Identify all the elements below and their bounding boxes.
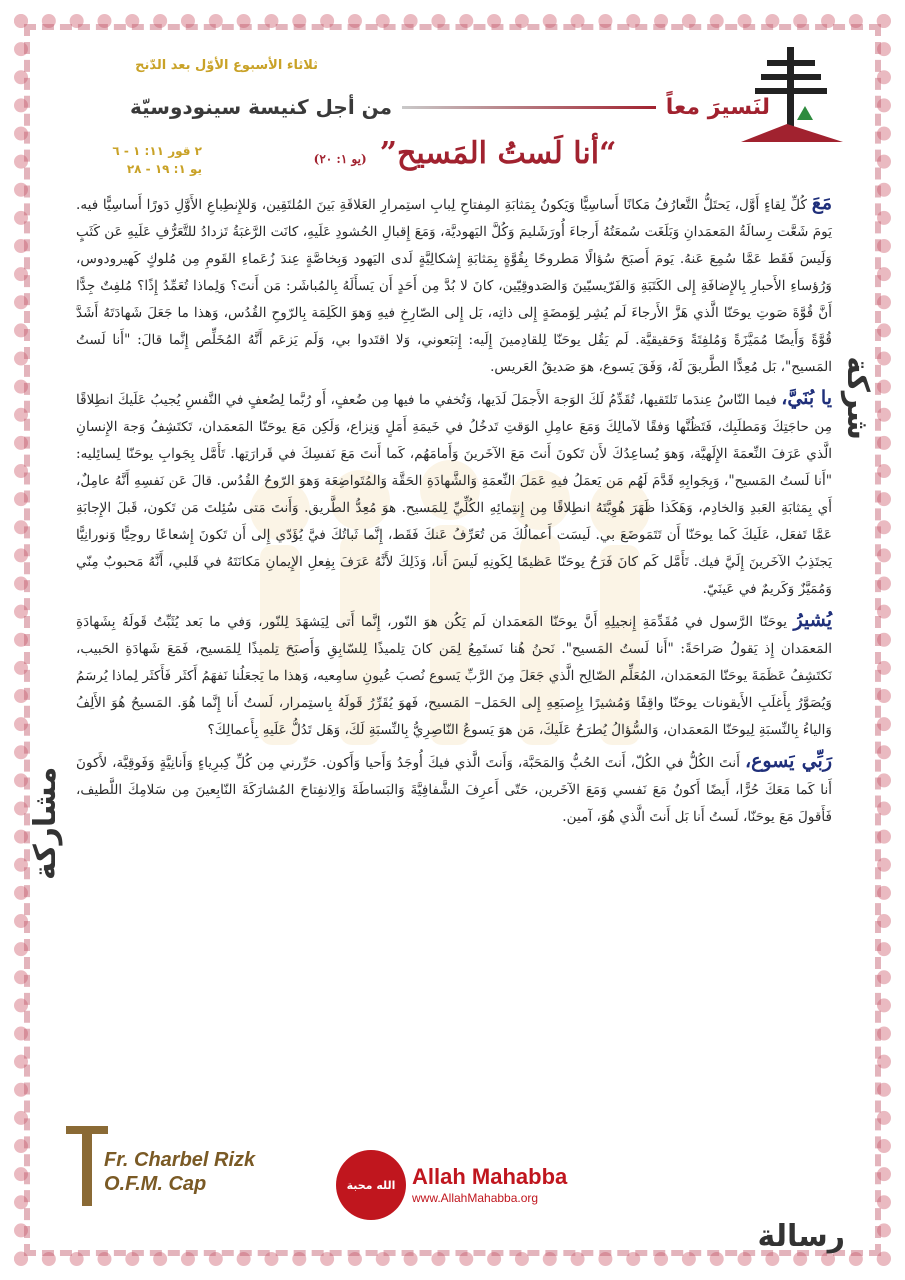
organization-name: Allah Mahabba: [412, 1164, 568, 1189]
header-divider: [402, 106, 656, 109]
reference-john: يو ١: ١٩ - ٢٨: [126, 162, 202, 176]
paragraph: [76, 385, 832, 603]
paragraph-text: فيما النّاسُ عِندَما تَلتَقيها، تُقَدِّمُ لَكَ الوَجهَ الأَجمَلَ لَدَيها، وَتُخفي ما فيها مِن ضُعفٍ، أَو رُبَّما لِضُعفٍ في النَّفسِ يُجيبُ عَلَيكَ انطِلاقًا مِن حاجَتِكَ وَمَطلَبِك، فَتَظُنَّها وَفقًا لآمالِكَ وَمَعَ عامِلِ الوَقتِ تَدخُلُ في خَيمَةِ أَمَلٍ وَنِزاع، وَلَكِن مَعَ يوحَنّا المَعمَدان، تَكتَشِفُ وَجهَ الإِنسانِ الَّذي عَرَفَ النِّعمَةَ الإِلَهيَّة، وَهوَ يُساعِدُكَ لأَن تَكونَ أَنتَ مَعَ الآخَرينَ وَأَمامَهُم، كَما أَنتَ مَعَ نَفسِكَ في قَرارَتِها. تَأَمَّل بِجَوابِ يوحَنّا لِسائِليه: "أَنا لَستُ المَسيح"، وَبِجَوابِهِ قَدَّمَ لَهُم مَن يَعمَلُ فيهِ عَمَلَ النِّعمَةِ وَالشَّهادَةِ الحَقَّة وَالمُتَواضِعَة وَهوَ الرّوحُ القُدُس. قالَ عَن نَفسِهِ أَنَّهُ عامِلٌ، أَي بِمَثابَةِ العَبدِ وَالخادِم، وَهَكَذا ظَهَرَ هُوِيَّتَهُ انطِلاقًا مِن إِنتِمائِهِ الكُلِّيِّ لِلمَسيح. هوَ مُعِدُّ الطَّريق. وَأَنتَ مَتى سُئِلتَ مَن تَكون، قَبلَ الإِجابَةِ عَمَّا تَفعَل، عَلَيكَ كَما يوحَنّا أَن تَتَمَوضَعَ بي. لَيسَت أَعمالُكَ مَن تُعَرِّفُ عَنكَ فَقَط، إِنَّما ثَباتُكَ فيَّ يُؤَدّي إِلى أَن تَكونَ إِشعاعًا روحِيًّا وَنورانِيًّا يَجتَذِبُ الآخَرينَ إِلَيَّ فيك. تَأَمَّل كَم كانَ فَرَحُ يوحَنّا عَظيمًا لِكَونِهِ لَيسَ أَنا، وَذَلِكَ لأَنَّهُ عَرَفَ بِفِعلِ الإِيمانِ مَكانَتَهُ في قَلبي، أَنَّهُ مَحبوبٌ مِنّي وَمُمَيَّزٌ وَكَريمٌ في عَينَيّ.: [76, 392, 832, 597]
paragraph: [76, 190, 832, 381]
author-name: Fr. Charbel Rizk: [104, 1149, 256, 1171]
title-reference: (يو ١: ٢٠): [313, 152, 367, 166]
paragraph: [76, 748, 832, 831]
paragraph-lead: مَعَ: [811, 192, 832, 214]
scripture-references: [62, 142, 202, 178]
synod-header: [130, 92, 770, 122]
paragraph-text: يوحَنّا الرَّسول في مُقَدِّمَةِ إِنجيلِهِ أَنَّ يوحَنّا المَعمَدان لَم يَكُن هوَ النّور، إِنَّما أَتى لِيَشهَدَ لِلنّور، وَفي ما بَعد يُثَبِّتُ قَولَهُ بِشَهادَةِ المَعمَدان إِذ يَقولُ صَراحَةً: "أَنا لَستُ المَسيح". نَحنُ هُنا نَستَمِعُ لِمَن كانَ تِلميذًا لِلسّابِقِ وَأَصبَحَ تِلميذًا لِلمَسيح، فَمَعَ شَهادَةِ الحَبيب، نَكتَشِفُ عَظَمَةَ يوحَنّا المَعمَدان، المُعَلِّم الصّالِح الَّذي جَعَلَ مِنَ الرَّبِّ يَسوع نُصبَ عُيونِ سامِعيه، وَهذا ما يَجعَلُنا نَفهَمُ أَكثَر فَأَكثَر لِماذا يُرسَمُ وَيُصَوَّرُ بِأَغلَبِ الأَيقونات يوحَنّا واقِفًا وَمُشيرًا بِإِصبَعِهِ إِلى الحَمَل– المَسيح، فَهوَ يُقَرِّرُ قَولَهُ بِاستِمرار، لَستُ أَنا إِنَّما هُوَ. المَسيحُ هُوَ الأَلِفُ وَالياءُ بِالنِّسبَةِ لِيوحَنّا المَعمَدان، وَالسُّؤالُ يُطرَحُ عَلَيكَ، مَن هوَ يَسوعُ النّاصِرِيُّ بِالنِّسبَةِ لَكَ، وَهَل تَدُلُّ عَلَيهِ بِأَعمالِكَ؟: [76, 614, 832, 738]
reference-corinthians: ٢ قور ١١: ١ - ٦: [112, 144, 202, 158]
paragraph-text: أَنتَ الكُلُّ في الكُلّ، أَنتَ الحُبُّ وَالمَحَبَّة، وَأَنتَ الَّذي فيكَ أُوجَدُ وَأَحيا وَأَكون. حَرِّرني مِن كُلِّ كِبرِياءٍ وَأَنانِيَّةٍ وَفَوقِيَّة، لأَكونَ أَنا كَما مَعَكَ حُرًّا، أَيضًا أَكونُ مَعَ نَفسي وَمَعَ الآخَرين، حَتّى أَعرِفَ الشَّفافِيَّةَ وَالبَساطَةَ وَالِانفِتاحَ المُشارَكَةَ النّابِعينَ مِن سَلامِكَ اللَّطيف، فَأَقولَ مَعَ يوحَنّا، لَستُ أَنا بَل أَنتَ الَّذي هُوَ، آمين.: [76, 755, 832, 825]
allah-mahabba-logo-icon: الله محبة: [336, 1150, 406, 1220]
slogan-walk-together: لنَسيرَ معاً: [665, 94, 770, 120]
paragraph-lead: يا بُنَيَّ،: [781, 387, 833, 409]
paragraph: [76, 607, 832, 744]
page-title: [230, 136, 700, 171]
paragraph-lead: يُشيرُ: [793, 609, 832, 631]
side-label-mission: رسالة: [757, 1219, 845, 1254]
paragraph-text: كُلِّ لِقاءٍ أَوَّل، يَحتَلُّ التَّعارُفُ مَكانًا أَساسِيًّا وَيَكونُ بِمَثابَةِ المِفتاحِ لِبابِ استِمرارِ العَلاقَةِ بَينَ المُلتَقِين، وَللإِنطِباعِ الأَوَّلِ دَورًا أَساسِيًّا فيه. يَومَ شَعَّت رِسالَةُ المَعمَدانِ وَبَلَغَت سُمعَتُهُ أَرجاءَ أُورَشَليمَ وَكُلَّ اليَهوديَّة، وَمَعَ إِقبالِ الحُشودِ عَلَيهِ، كانَت الرَّغبَةُ تَزدادُ للتَّعَرُّفِ عَلَيهِ عَن كَثَبٍ وَلَيسَ فَقَط عَمَّا سُمِعَ عَنهُ. يَومَ أَصبَحَ سُؤالًا مَطروحًا بِقُوَّةٍ بِمَثابَةِ إِشكالِيَّةٍ لَدى اليَهود وَبِخاصَّةٍ عِندَ زُعَماءِ القَومِ مِن مُلوكٍ كَهيرودوس، وَرُؤساءِ الأَحبارِ بِالإِضافَةِ إِلى الكَتَبَةِ وَالفَرّيسيّينَ وَالصَدوقِيّين، كانَ لا بُدَّ مِن أَحَدٍ أَن يَسأَلَهُ بِالمُباشَر: مَن أَنتَ؟ وَلِماذا تُعَمِّدُ إِذًا؟ مُلفِتٌ جِدًّا أَنَّ قُوَّةَ صَوتِ يوحَنّا الَّذي هَزَّ الأَرجاءَ لَم يُشِر لِوَمضَةٍ إِلى ذاتِه، بَل إِلى الصّارِخِ فيهِ وَهوَ الكَلِمَة بِالرّوحِ القُدُس، وَهذا ما جَعَلَ شَهادَتَهُ أَشَدَّ قُوَّةً وَأَيضًا مُمَيَّزَةً وَمُلفِتَةً وَحَقيقيَّة. لَم يَقُل يوحَنّا لِلقادِمينَ إِلَيه: إِتبَعوني، وَلا اقتَدوا بي، وَلَم يَزعَم أَنَّهُ المُخَلِّص إِنَّما قالَ: "أَنا لَستُ المَسيح"، بَل مُعِدًّا الطَّريقَ لَهُ، وَفَقَ يَسوع، هوَ صَديقُ العَريس.: [76, 197, 833, 375]
side-label-communion: شركة: [840, 356, 875, 440]
side-label-participation: مشاركة: [28, 766, 63, 880]
article-body: [76, 190, 832, 835]
author-signature: [104, 1148, 255, 1196]
title-main: “أنا لَستُ المَسيح”: [379, 136, 617, 171]
paragraph-lead: رَبِّي يَسوع،: [744, 750, 832, 772]
slogan-synodal-church: من أجل كنيسة سينودوسيّة: [130, 95, 393, 119]
liturgical-day: ثلاثاء الأسبوع الأوّل بعد الدّنح: [135, 58, 318, 73]
author-order: O.F.M. Cap: [104, 1173, 207, 1195]
organization-url[interactable]: www.AllahMahabba.org: [412, 1191, 539, 1205]
